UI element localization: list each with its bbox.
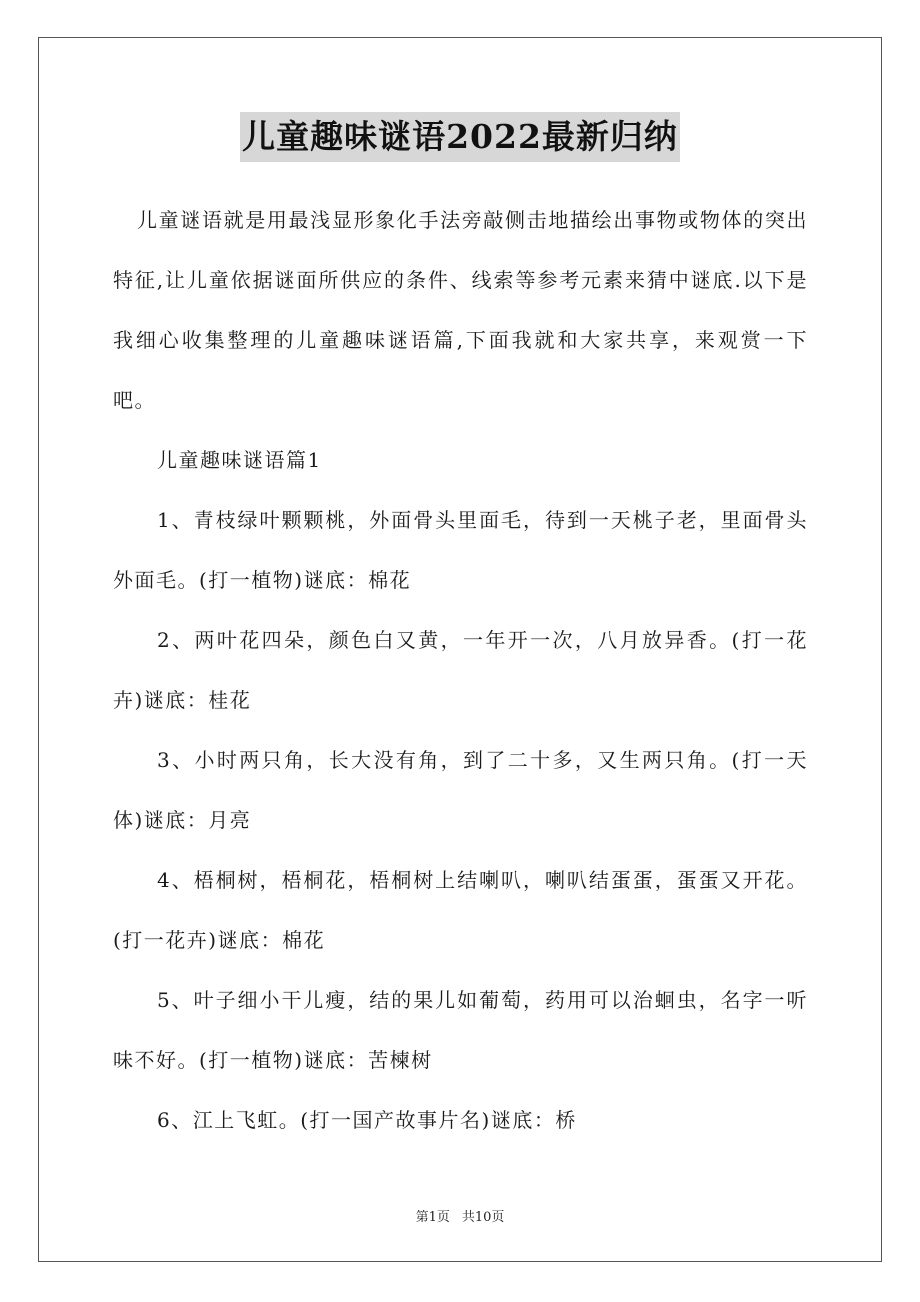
intro-paragraph: 儿童谜语就是用最浅显形象化手法旁敲侧击地描绘出事物或物体的突出特征,让儿童依据谜面所供应的条件、线索等参考元素来猜中谜底.以下是我细心收集整理的儿童趣味谜语篇,下面我就和大家共享，来观赏一下吧。 — [113, 208, 808, 412]
riddle-item: 5、叶子细小干儿瘦，结的果儿如葡萄，药用可以治蛔虫，名字一听味不好。(打一植物)谜底：苦楝树 — [113, 988, 808, 1072]
page-footer — [0, 1206, 920, 1225]
riddle-item: 3、小时两只角，长大没有角，到了二十多，又生两只角。(打一天体)谜底：月亮 — [113, 748, 808, 832]
riddle-item: 1、青枝绿叶颗颗桃，外面骨头里面毛，待到一天桃子老，里面骨头外面毛。(打一植物)谜底：棉花 — [113, 508, 808, 592]
title-container — [0, 112, 920, 162]
riddle-item: 6、江上飞虹。(打一国产故事片名)谜底：桥 — [157, 1108, 577, 1132]
page-number: 第1页 — [415, 1210, 450, 1225]
riddle-item: 4、梧桐树，梧桐花，梧桐树上结喇叭，喇叭结蛋蛋，蛋蛋又开花。(打一花卉)谜底：棉花 — [113, 868, 808, 952]
riddle-item: 2、两叶花四朵，颜色白又黄，一年开一次，八月放异香。(打一花卉)谜底：桂花 — [113, 628, 808, 712]
section-heading: 儿童趣味谜语篇1 — [157, 448, 322, 472]
page-total: 共10页 — [461, 1210, 505, 1225]
document-title: 儿童趣味谜语2022最新归纳 — [240, 112, 680, 162]
document-body — [113, 190, 808, 1150]
